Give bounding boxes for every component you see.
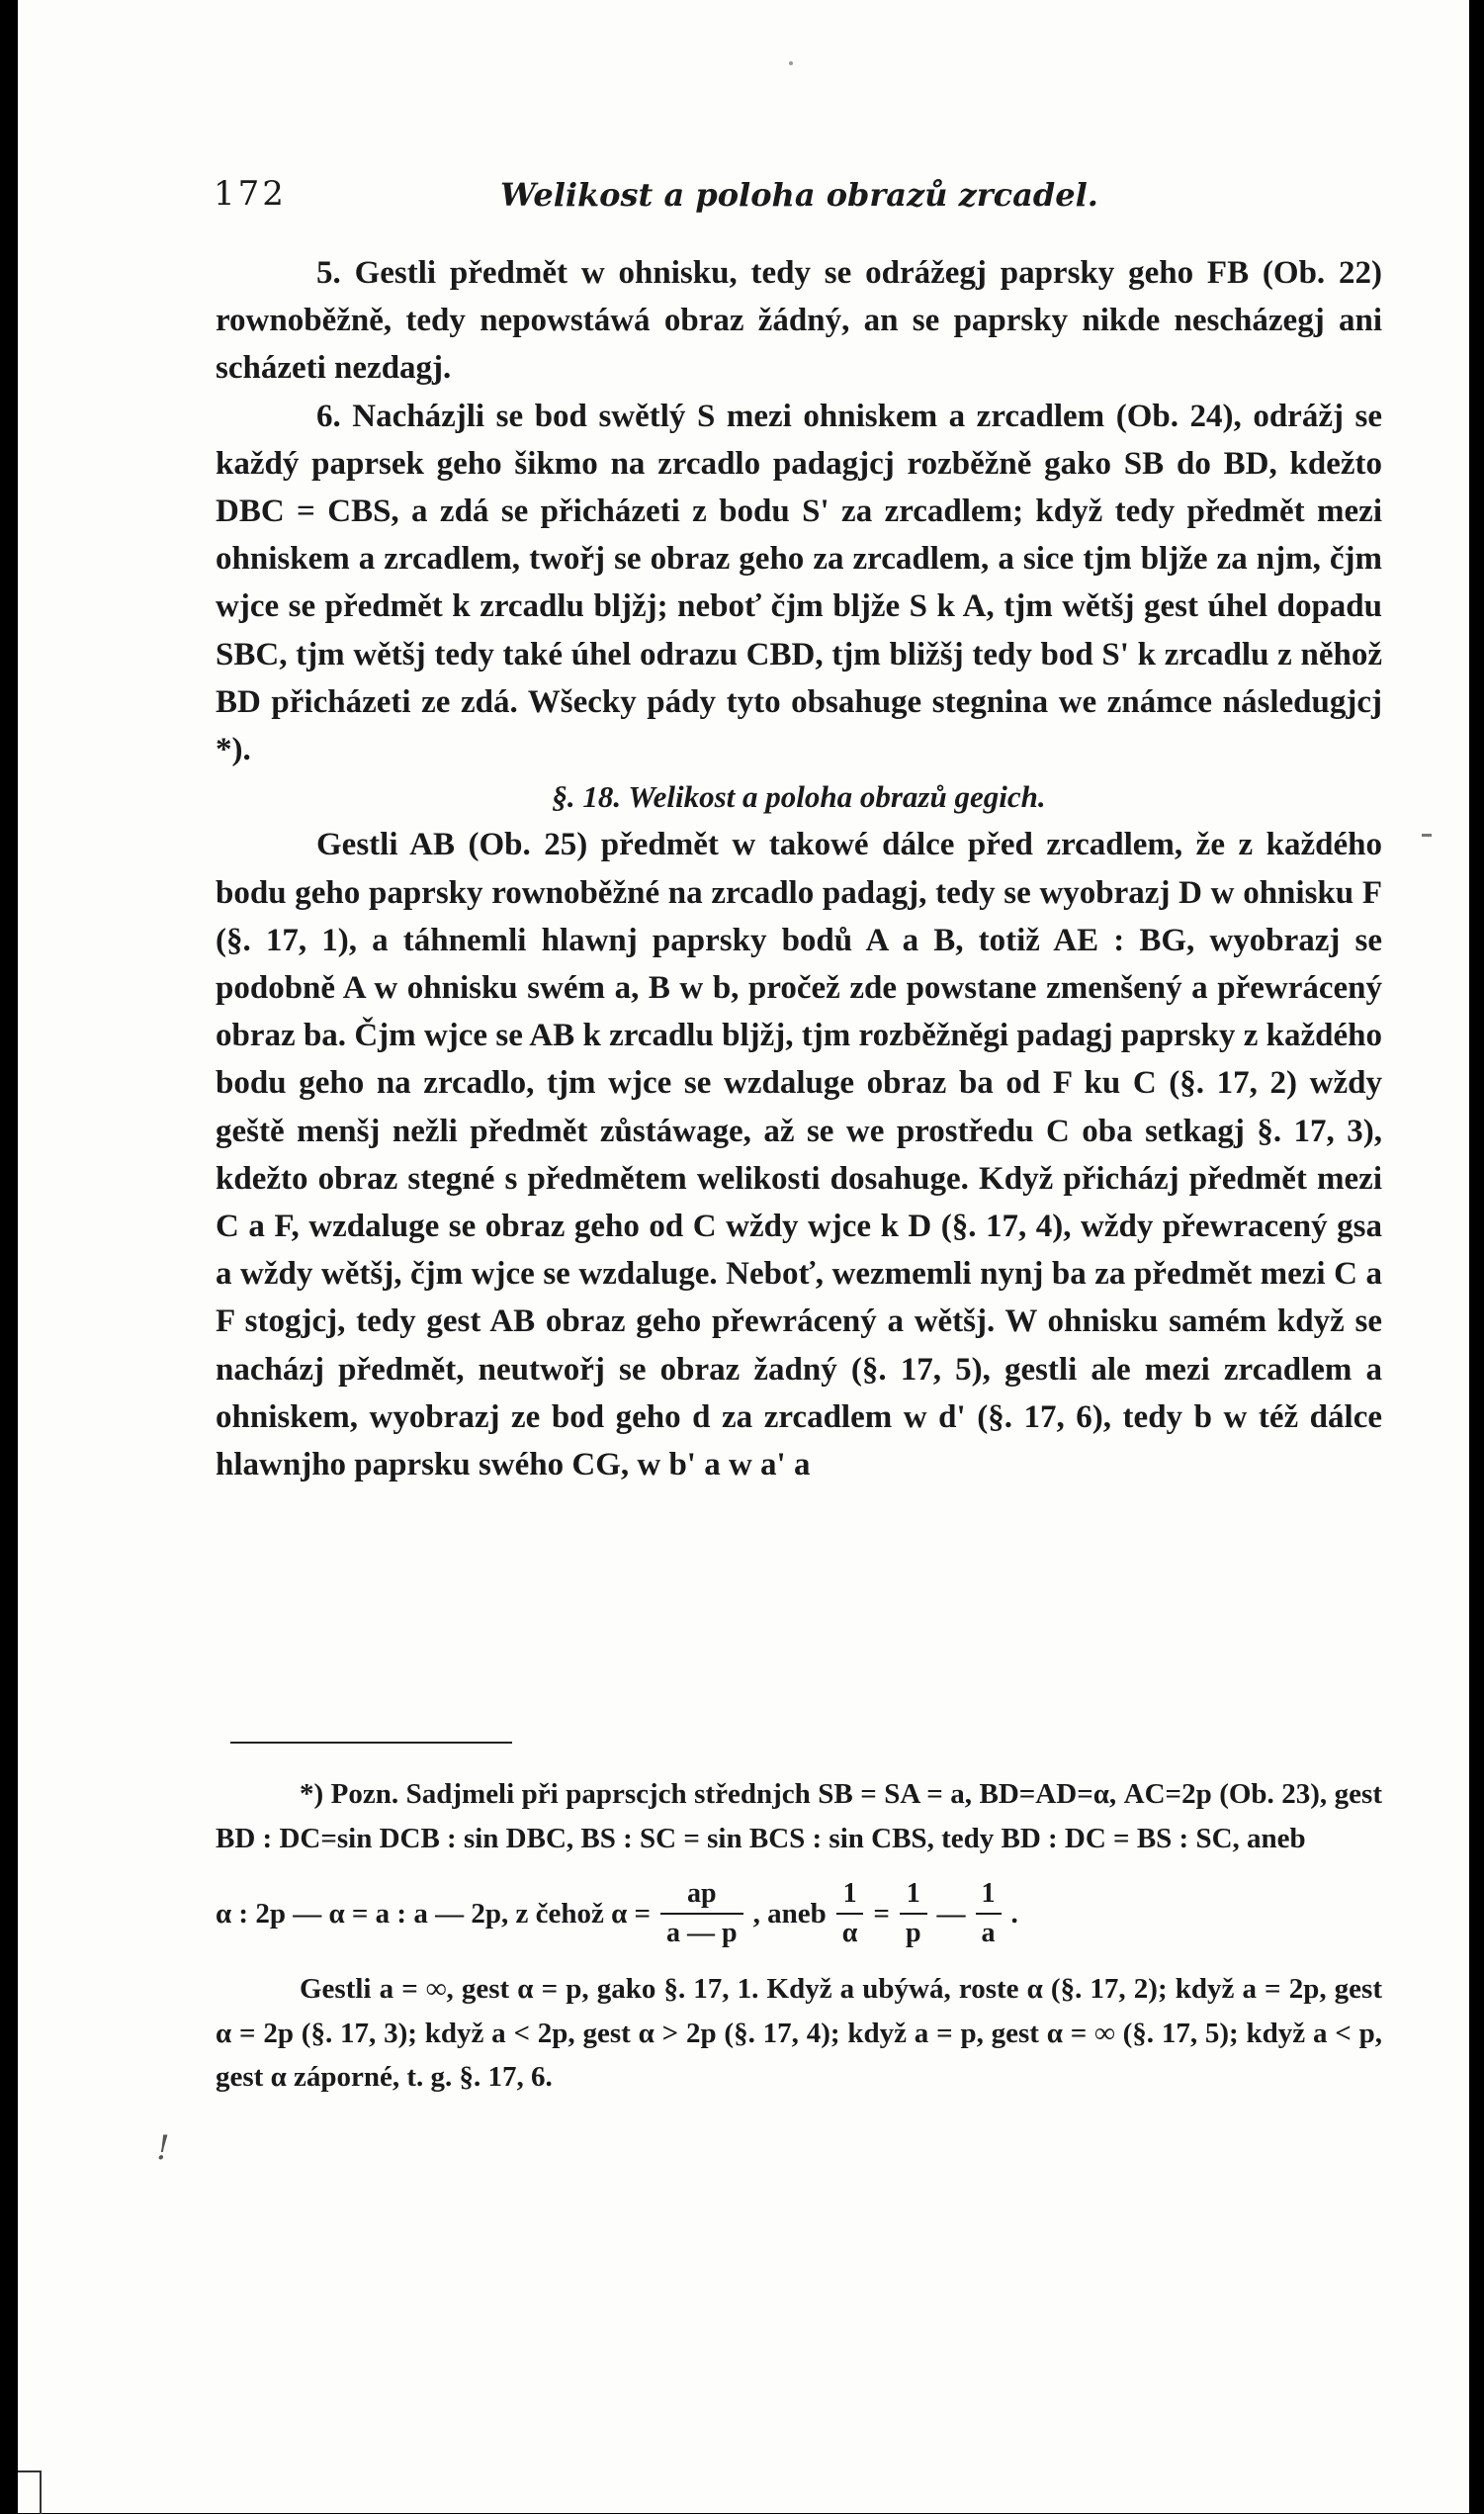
- paragraph-5: 5. Gestli předmět w ohnisku, tedy se odrážegj paprsky geho FB (Ob. 22) rownoběžně, tedy nepowstáwá obraz žádný, an se paprsky nikde nescházegj ani scházeti nezdagj.: [216, 255, 1382, 387]
- paragraph-6: 6. Nacházjli se bod swětlý S mezi ohniskem a zrcadlem (Ob. 24), odrážj se každý paprsek geho šikmo na zrcadlo padagjcj rozběžně gako SB do BD, kdežto DBC = CBS, a zdá se přicházeti z bodu S' za zrcadlem; když tedy předmět mezi ohniskem a zrcadlem, twořj se obraz geho za zrcadlem, a sice tjm bljže za njm, čjm wjce se předmět k zrcadlu bljžj; neboť čjm bljže S k A, tjm wětšj gest úhel dopadu SBC, tjm wětšj tedy také úhel odrazu CBD, tjm bližšj tedy bod S' k zrcadlu z něhož BD přicházeti ze zdá. Wšecky pády tyto obsahuge stegnina we známce následugjcj *).: [216, 398, 1382, 768]
- footnote-rule: [230, 1742, 512, 1744]
- page-corner-mark: [18, 2470, 42, 2514]
- fraction-1-a: $\frac{1}{a}$: [976, 1875, 1002, 1952]
- footnote-line-1: *) Pozn. Sadjmeli při paprscjch střednjch SB = SA = a, BD=AD=α, AC=2p (Ob. 23), gest BD : DC=sin DCB : sin DBC, BS : SC = sin BCS : sin CBS, tedy BD : DC = BS : SC, aneb: [216, 1778, 1382, 1854]
- section-title: §. 18. Welikost a poloha obrazů gegich.: [552, 779, 1046, 815]
- formula-end: .: [1010, 1897, 1018, 1930]
- formula-left: α : 2p — α = a : a — 2p, z čehož α =: [216, 1897, 652, 1930]
- footnote-formula: [216, 1866, 1382, 1961]
- footnote-paragraph-2: Gestli a = ∞, gest α = p, gako §. 17, 1. Když a ubýwá, roste α (§. 17, 2); když a = 2p, gest α = 2p (§. 17, 3); když a < 2p, gest α > 2p (§. 17, 4); když a = p, gest α = ∞ (§. 17, 5); když a < p, gest α záporné, t. g. §. 17, 6.: [216, 1973, 1382, 2093]
- paragraph-main: Gestli AB (Ob. 25) předmět w takowé dálce před zrcadlem, že z každého bodu geho paprsky rownoběžné na zrcadlo padagj, tedy se wyobrazj D w ohnisku F (§. 17, 1), a táhnemli hlawnj paprsky bodů A a B, totiž AE : BG, wyobrazj se podobně A w ohnisku swém a, B w b, pročež zde powstane zmenšený a přewrácený obraz ba. Čjm wjce se AB k zrcadlu bljžj, tjm rozběžněgi padagj paprsky z každého bodu geho na zrcadlo, tjm wjce se wzdaluge obraz ba od F ku C (§. 17, 2) wždy geště menšj nežli předmět zůstáwage, až se we prostředu C oba setkagj §. 17, 3), kdežto obraz stegné s předmětem welikosti dosahuge. Když přicházj předmět mezi C a F, wzdaluge se obraz geho od C wždy wjce k D (§. 17, 4), wždy přewracený gsa a wždy wětšj, čjm wjce se wzdaluge. Neboť, wezmemli nynj ba za předmět mezi C a F stogjcj, tedy gest AB obraz geho přewrácený a wětšj. W ohnisku samém když se nacházj předmět, neutwořj se obraz žadný (§. 17, 5), gestli ale mezi zrcadlem a ohniskem, wyobrazj ze bod geho d za zrcadlem w d' (§. 17, 6), tedy b w též dálce hlawnjho paprsku swého CG, w b' a w a' a: [216, 827, 1382, 1483]
- margin-mark: !: [156, 2128, 170, 2168]
- fraction-1-alpha: $\frac{1}{\alpha}$: [836, 1875, 864, 1952]
- main-text: [216, 249, 1382, 1488]
- speck: [789, 61, 793, 65]
- footnote: [216, 1772, 1382, 2100]
- page-header: [214, 174, 1380, 220]
- book-page: [18, 0, 1469, 2513]
- margin-dash: [1422, 834, 1432, 837]
- running-head: Welikost a poloha obrazů zrcadel.: [500, 176, 1098, 214]
- minus-sign: —: [936, 1897, 966, 1930]
- fraction-ap: $\frac{ap}{a — p}$: [660, 1875, 743, 1952]
- page-number: 172: [214, 174, 287, 214]
- formula-mid: , aneb: [752, 1897, 827, 1930]
- equals-sign: =: [873, 1897, 890, 1930]
- fraction-1-p: $\frac{1}{p}$: [900, 1875, 927, 1952]
